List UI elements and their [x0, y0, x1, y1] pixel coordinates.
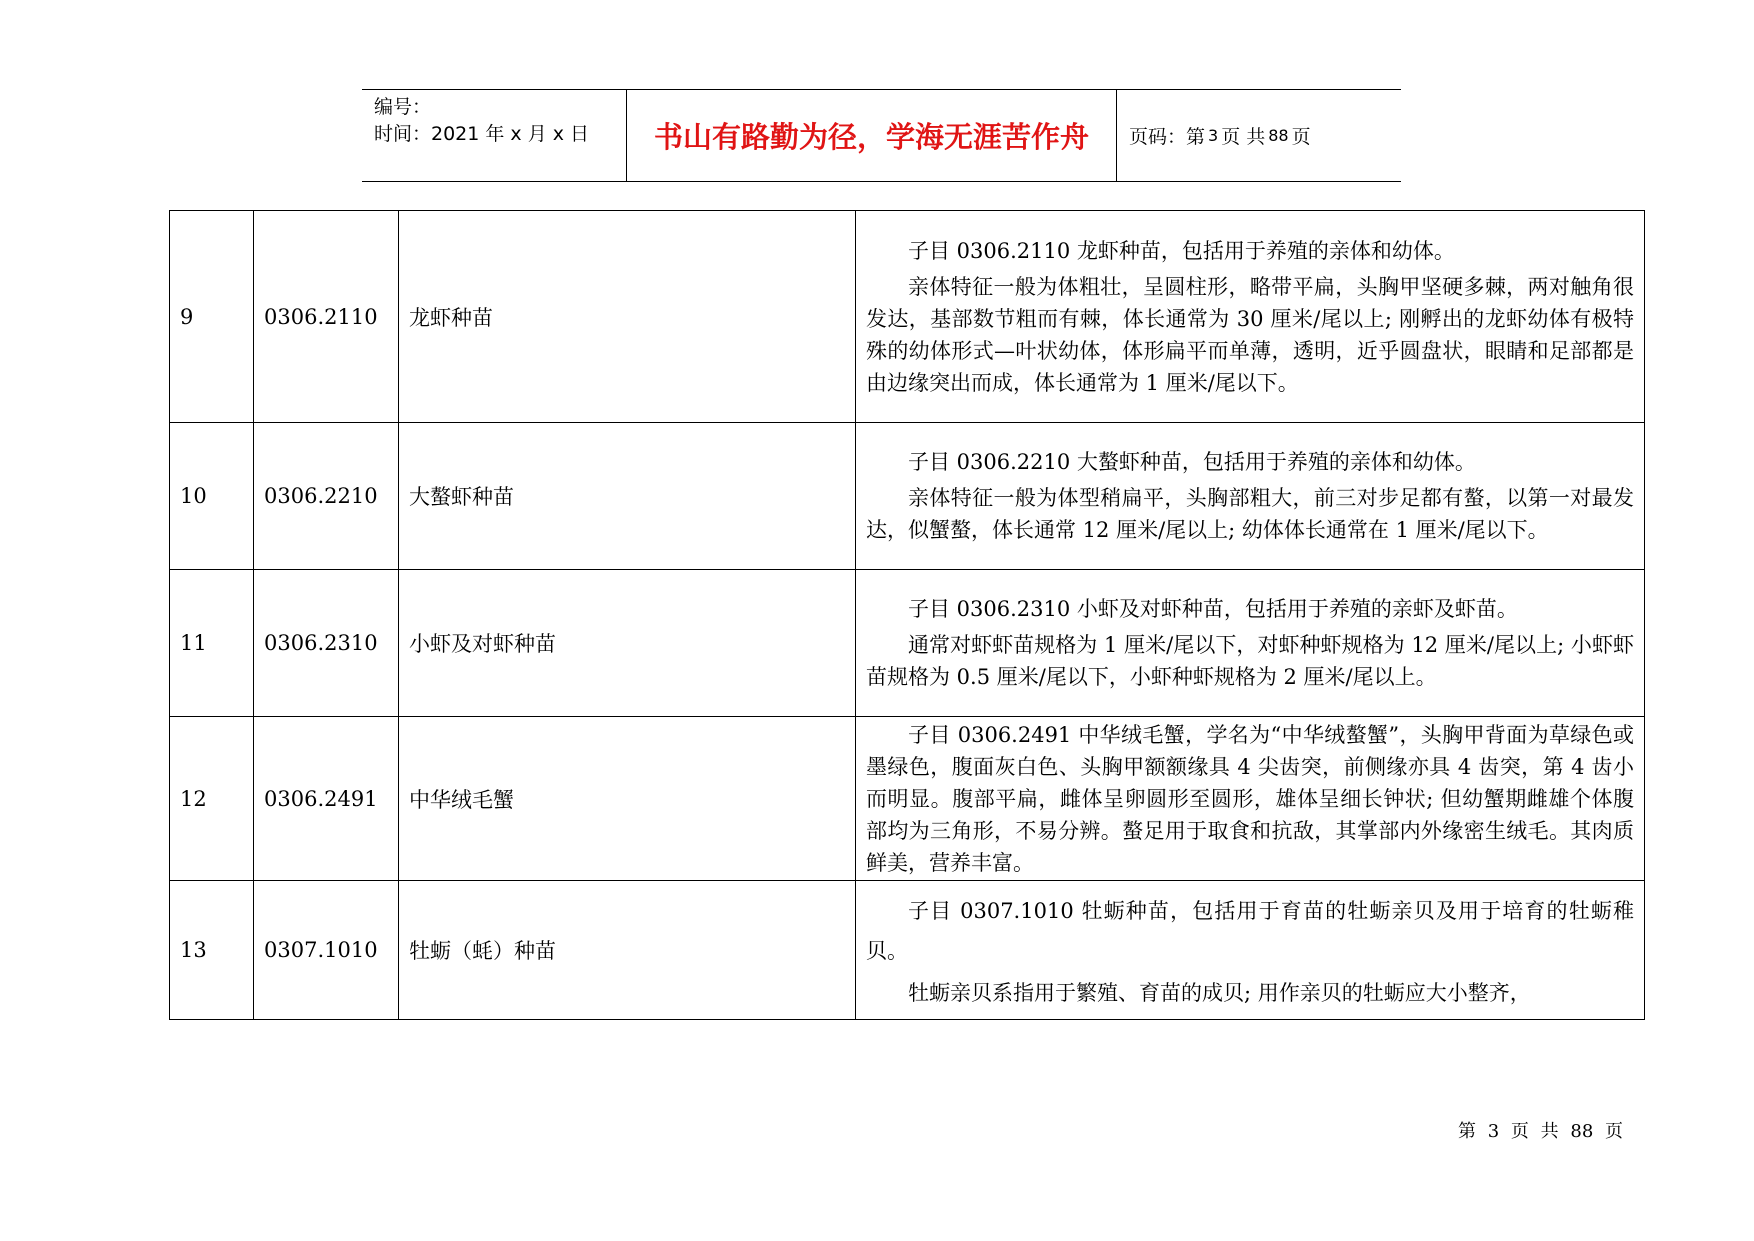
row-name: 小虾及对虾种苗	[399, 570, 856, 717]
table-row	[170, 570, 1645, 717]
description-paragraph: 亲体特征一般为体粗壮，呈圆柱形，略带平扁，头胸甲坚硬多棘，两对触角很发达，基部数节粗而有棘，体长通常为 30 厘米/尾以上; 刚孵出的龙虾幼体有极特殊的幼体形式—叶状幼体，体形扁平而单薄，透明，近乎圆盘状，眼睛和足部都是由边缘突出而成，体长通常为 1 厘米/尾以下。	[866, 274, 1634, 395]
description-paragraph: 子目 0307.1010 牡蛎种苗，包括用于育苗的牡蛎亲贝及用于培育的牡蛎稚贝。	[866, 899, 1634, 963]
footer-suffix: 页	[1605, 1121, 1624, 1142]
row-code: 0306.2210	[254, 423, 399, 570]
row-index: 9	[170, 211, 254, 423]
row-code: 0306.2110	[254, 211, 399, 423]
table-row	[170, 717, 1645, 881]
page-footer	[1458, 1117, 1623, 1143]
page-prefix: 页码：第	[1129, 126, 1206, 148]
document-number-label: 编号：	[374, 96, 432, 118]
header-page-info	[1117, 90, 1401, 181]
page-current: 3	[1208, 126, 1219, 145]
table-row	[170, 211, 1645, 423]
row-code: 0307.1010	[254, 881, 399, 1020]
page-mid: 页 共	[1221, 126, 1266, 148]
header-slogan: 书山有路勤为径，学海无涯苦作舟	[627, 90, 1117, 181]
footer-total-pages: 88	[1570, 1121, 1594, 1142]
description-paragraph: 子目 0306.2491 中华绒毛蟹，学名为“中华绒螯蟹”，头胸甲背面为草绿色或墨绿色，腹面灰白色、头胸甲额额缘具 4 尖齿突，前侧缘亦具 4 齿突，第 4 齿小而明显。腹部平扁，雌体呈卵圆形至圆形，雄体呈细长钟状; 但幼蟹期雌雄个体腹部均为三角形，不易分辨。螯足用于取食和抗敌，其掌部内外缘密生绒毛。其肉质鲜美，营养丰富。	[866, 722, 1634, 875]
row-description	[856, 717, 1645, 881]
description-paragraph: 子目 0306.2110 龙虾种苗，包括用于养殖的亲体和幼体。	[908, 238, 1455, 263]
document-time: 时间：2021 年 x 月 x 日	[374, 123, 590, 145]
description-paragraph: 子目 0306.2310 小虾及对虾种苗，包括用于养殖的亲虾及虾苗。	[908, 597, 1518, 621]
page-total: 88	[1268, 126, 1289, 145]
header-meta	[362, 90, 627, 181]
row-index: 12	[170, 717, 254, 881]
table-row	[170, 881, 1645, 1020]
row-index: 11	[170, 570, 254, 717]
footer-mid: 页 共	[1510, 1121, 1559, 1142]
row-code: 0306.2310	[254, 570, 399, 717]
description-paragraph: 子目 0306.2210 大螯虾种苗，包括用于养殖的亲体和幼体。	[908, 450, 1476, 474]
description-paragraph: 亲体特征一般为体型稍扁平，头胸部粗大，前三对步足都有螯，以第一对最发达，似蟹螯，体长通常 12 厘米/尾以上; 幼体体长通常在 1 厘米/尾以下。	[866, 486, 1634, 542]
table-row	[170, 423, 1645, 570]
row-description	[856, 423, 1645, 570]
footer-prefix: 第	[1458, 1121, 1476, 1142]
row-name: 牡蛎（蚝）种苗	[399, 881, 856, 1020]
description-paragraph: 牡蛎亲贝系指用于繁殖、育苗的成贝; 用作亲贝的牡蛎应大小整齐，	[908, 981, 1531, 1005]
row-name: 大螯虾种苗	[399, 423, 856, 570]
row-code: 0306.2491	[254, 717, 399, 881]
row-description	[856, 211, 1645, 423]
page-suffix: 页	[1291, 126, 1311, 148]
row-description	[856, 570, 1645, 717]
row-index: 10	[170, 423, 254, 570]
row-description	[856, 881, 1645, 1020]
description-paragraph: 通常对虾虾苗规格为 1 厘米/尾以下，对虾种虾规格为 12 厘米/尾以上; 小虾虾苗规格为 0.5 厘米/尾以下，小虾种虾规格为 2 厘米/尾以上。	[866, 633, 1634, 689]
footer-current-page: 3	[1487, 1121, 1500, 1142]
row-name: 中华绒毛蟹	[399, 717, 856, 881]
row-index: 13	[170, 881, 254, 1020]
row-name: 龙虾种苗	[399, 211, 856, 423]
tariff-table	[169, 210, 1645, 1020]
page-header	[362, 89, 1401, 182]
